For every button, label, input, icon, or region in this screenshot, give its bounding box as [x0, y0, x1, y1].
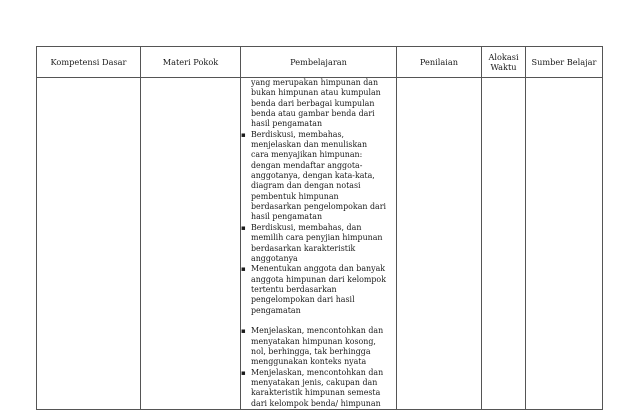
text-line: dengan mendaftar anggota- — [251, 160, 363, 170]
cell-kompetensi-dasar — [37, 78, 141, 410]
bullet-item — [241, 130, 396, 140]
text-line: anggotanya — [251, 253, 298, 263]
bullet-item-text: Menjelaskan, mencontohkan dan — [251, 367, 384, 377]
header-alokasi-waktu-line1: Alokasi — [488, 51, 519, 62]
text-line: menjelaskan dan menuliskan — [251, 140, 368, 150]
text-line: yang merupakan himpunan dan — [251, 78, 379, 87]
text-line: pengelompokan dari hasil — [251, 295, 355, 305]
bullet-item — [241, 326, 396, 336]
text-line: menggunakan konteks nyata — [251, 357, 367, 367]
text-line: berdasarkan pengelompokan dari — [251, 202, 387, 212]
text-line: menyatakan jenis, cakupan dan — [251, 377, 378, 387]
text-line: hasil pengamatan — [251, 119, 323, 129]
text-line: nol, berhingga, tak berhingga — [251, 346, 371, 356]
text-line: pengamatan — [251, 305, 301, 315]
text-line: cara menyajikan himpunan: — [251, 150, 363, 160]
cell-alokasi-waktu — [482, 78, 526, 410]
syllabus-table — [36, 46, 603, 410]
text-line: anggotanya, dengan kata-kata, — [251, 171, 375, 181]
header-row — [37, 47, 603, 78]
header-alokasi-waktu — [482, 47, 526, 78]
bullet-item — [241, 264, 396, 274]
cell-sumber-belajar — [526, 78, 603, 410]
square-bullet-icon: ▪ — [241, 368, 246, 377]
text-line: karakteristik himpunan semesta — [251, 388, 381, 398]
bullet-item-text: Berdiskusi, membahas, dan — [251, 222, 362, 232]
text-line: benda dari berbagai kumpulan — [251, 98, 375, 108]
header-penilaian: Penilaian — [397, 47, 482, 78]
bullet-item-text: Menentukan anggota dan banyak — [251, 264, 386, 274]
text-line: dari kelompok benda/ himpunan — [251, 398, 381, 408]
text-line: bukan himpunan atau kumpulan — [251, 88, 381, 98]
cell-materi-pokok — [141, 78, 241, 410]
text-line: hasil pengamatan — [251, 212, 323, 222]
text-line: benda atau gambar benda dari — [251, 109, 375, 119]
square-bullet-icon: ▪ — [241, 223, 246, 232]
text-line: tertentu berdasarkan — [251, 284, 337, 294]
bullet-item-text: Berdiskusi, membahas, — [251, 129, 345, 139]
text-line: diagram dan dengan notasi — [251, 181, 361, 191]
cell-penilaian — [397, 78, 482, 410]
header-sumber-belajar: Sumber Belajar — [526, 47, 603, 78]
header-pembelajaran: Pembelajaran — [241, 47, 397, 78]
text-line: anggota himpunan dari kelompok — [251, 274, 386, 284]
text-line: pembentuk himpunan — [251, 191, 339, 201]
square-bullet-icon: ▪ — [241, 327, 246, 336]
header-kompetensi-dasar: Kompetensi Dasar — [37, 47, 141, 78]
bullet-item-text: Menjelaskan, mencontohkan dan — [251, 326, 384, 336]
bullet-item — [241, 368, 396, 378]
spacer — [241, 316, 396, 326]
square-bullet-icon: ▪ — [241, 130, 246, 139]
bullet-item — [241, 223, 396, 233]
header-materi-pokok: Materi Pokok — [141, 47, 241, 78]
text-line: menyatakan himpunan kosong, — [251, 336, 376, 346]
cell-pembelajaran — [241, 78, 397, 410]
text-line: berdasarkan karakteristik — [251, 243, 356, 253]
square-bullet-icon: ▪ — [241, 265, 246, 274]
text-line: memilih cara penyjian himpunan — [251, 233, 383, 243]
table-row — [37, 78, 603, 410]
header-alokasi-waktu-line2: Waktu — [490, 62, 517, 72]
